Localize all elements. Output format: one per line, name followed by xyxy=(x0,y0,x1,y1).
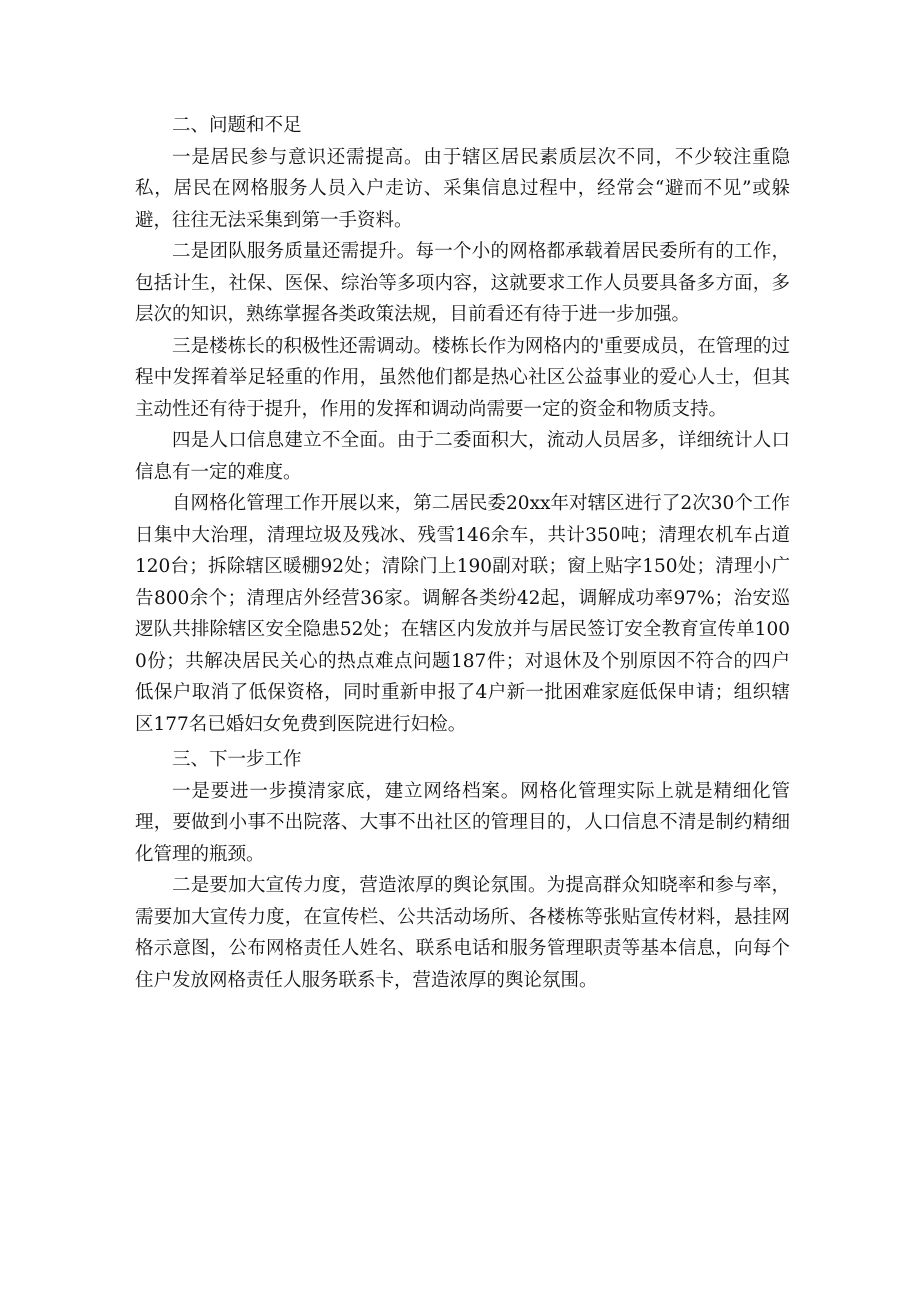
section-heading-next-steps: 三、下一步工作 xyxy=(172,749,302,770)
paragraph-population-info: 四是人口信息建立不全面。由于二委面积大，流动人员居多，详细统计人口信息有一定的难度。 xyxy=(135,430,790,483)
paragraph-team-service-quality: 二是团队服务质量还需提升。每一个小的网格都承载着居民委所有的工作，包括计生，社保、医保、综治等多项内容，这就要求工作人员要具备多方面，多层次的知识，熟练掌握各类政策法规，目前看还有待于进一步加强。 xyxy=(135,241,790,325)
section-heading-problems: 二、问题和不足 xyxy=(172,115,302,136)
document-page xyxy=(135,110,790,996)
paragraph-resident-participation: 一是居民参与意识还需提高。由于辖区居民素质层次不同，不少较注重隐私，居民在网格服务人员入户走访、采集信息过程中，经常会“避而不见”或躲避，往往无法采集到第一手资料。 xyxy=(135,146,790,231)
paragraph-publicity: 二是要加大宣传力度，营造浓厚的舆论氛围。为提高群众知晓率和参与率，需要加大宣传力度，在宣传栏、公共活动场所、各楼栋等张贴宣传材料，悬挂网格示意图，公布网格责任人姓名、联系电话和服务管理职责等基本信息，向每个住户发放网格责任人服务联系卡，营造浓厚的舆论氛围。 xyxy=(135,875,790,991)
paragraph-network-archive: 一是要进一步摸清家底，建立网络档案。网格化管理实际上就是精细化管理，要做到小事不出院落、大事不出社区的管理目的，人口信息不清是制约精细化管理的瓶颈。 xyxy=(135,780,790,865)
paragraph-building-leaders: 三是楼栋长的积极性还需调动。楼栋长作为网格内的'重要成员，在管理的过程中发挥着举足轻重的作用，虽然他们都是热心社区公益事业的爱心人士，但其主动性还有待于提升，作用的发挥和调动尚需要一定的资金和物质支持。 xyxy=(135,335,790,420)
paragraph-achievements: 自网格化管理工作开展以来，第二居民委20xx年对辖区进行了2次30个工作日集中大治理，清理垃圾及残冰、残雪146余车，共计350吨；清理农机车占道120台；拆除辖区暖棚92处；清除门上190副对联；窗上贴字150处；清理小广告800余个；清理店外经营36家。调解各类纷42起，调解成功率97%；治安巡逻队共排除辖区安全隐患52处；在辖区内发放并与居民签订安全教育宣传单1000份；共解决居民关心的热点难点问题187件；对退休及个别原因不符合的四户低保户取消了低保资格，同时重新申报了4户新一批困难家庭低保申请；组织辖区177名已婚妇女免费到医院进行妇检。 xyxy=(135,493,790,735)
